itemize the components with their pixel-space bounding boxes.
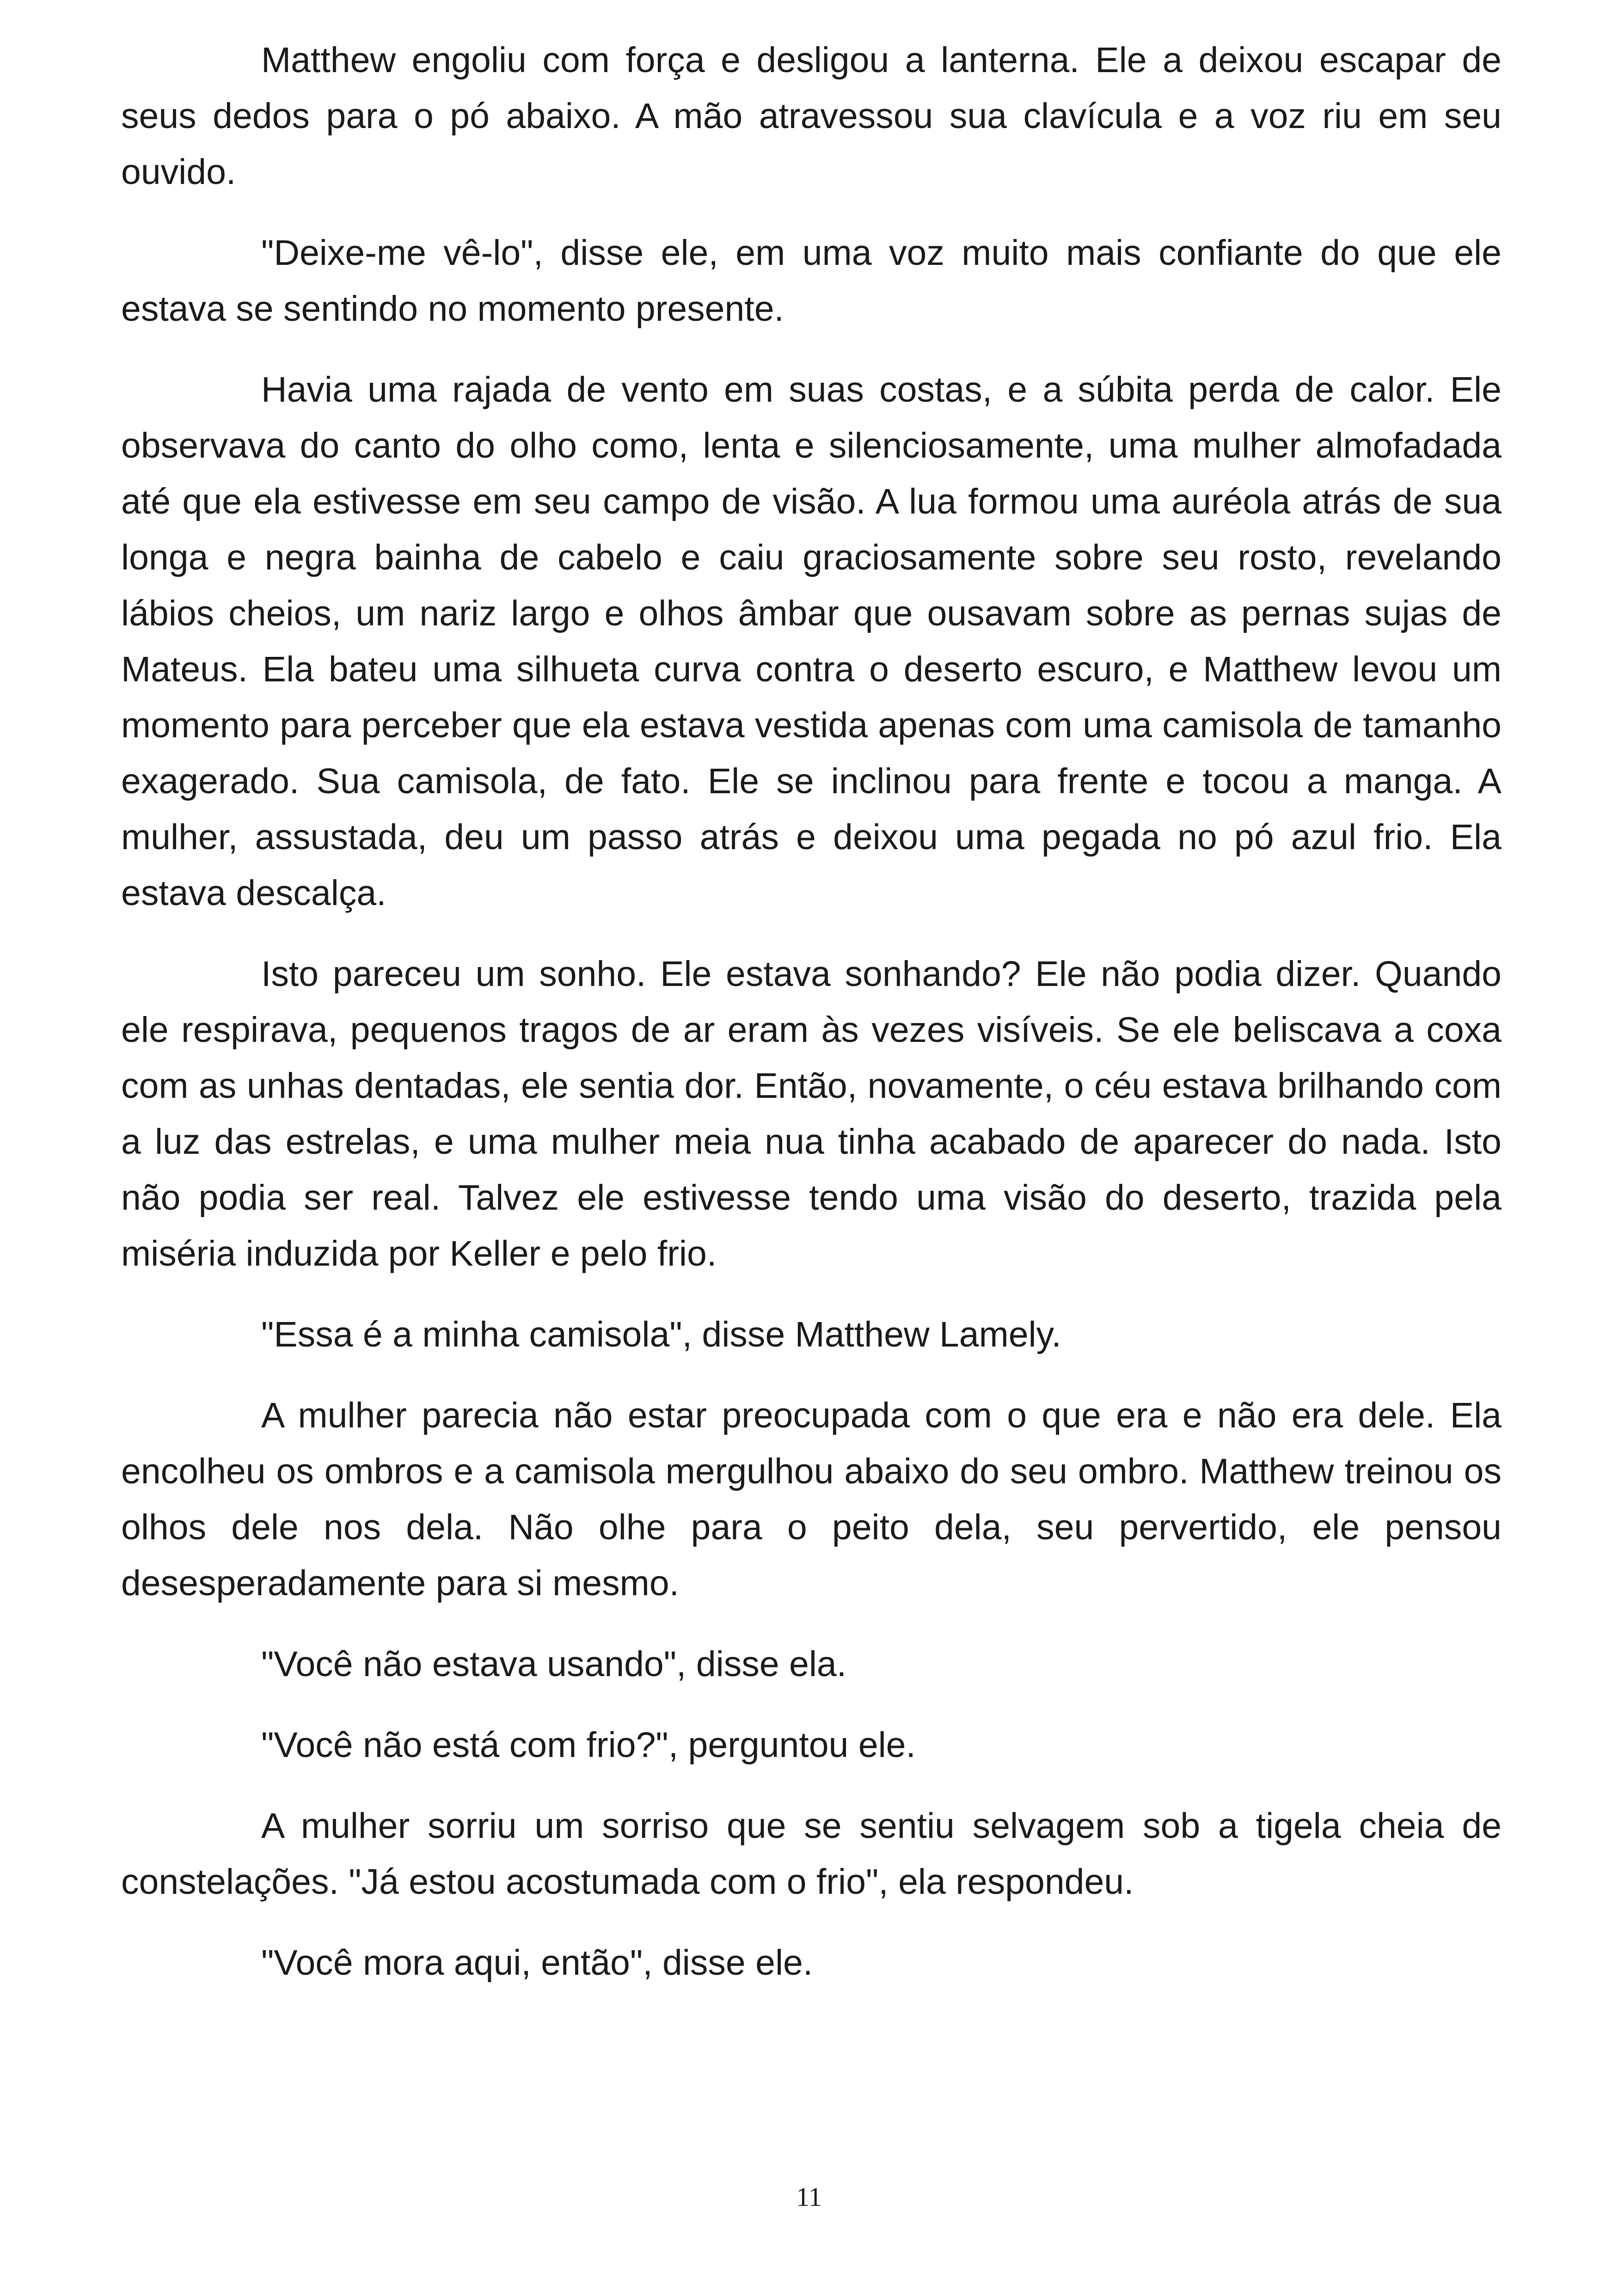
paragraph-5: "Essa é a minha camisola", disse Matthew Lamely.: [261, 1315, 1061, 1354]
paragraph-7: "Você não estava usando", disse ela.: [261, 1644, 847, 1684]
body-text: [121, 32, 1502, 2016]
page-number: 11: [796, 2182, 822, 2212]
paragraph-3: Havia uma rajada de vento em suas costas, e a súbita perda de calor. Ele observava do canto do olho como, lenta e silenciosamente, uma mulher almofadada até que ela estivesse em seu campo de visão. A lua formou uma auréola atrás de sua longa e negra bainha de cabelo e caiu graciosamente sobre seu rosto, revelando lábios cheios, um nariz largo e olhos âmbar que ousavam sobre as pernas sujas de Mateus. Ela bateu uma silhueta curva contra o deserto escuro, e Matthew levou um momento para perceber que ela estava vestida apenas com uma camisola de tamanho exagerado. Sua camisola, de fato. Ele se inclinou para frente e tocou a manga. A mulher, assustada, deu um passo atrás e deixou uma pegada no pó azul frio. Ela estava descalça.: [121, 370, 1502, 913]
paragraph-6: A mulher parecia não estar preocupada com o que era e não era dele. Ela encolheu os ombros e a camisola mergulhou abaixo do seu ombro. Matthew treinou os olhos dele nos dela. Não olhe para o peito dela, seu pervertido, ele pensou desesperadamente para si mesmo.: [121, 1396, 1502, 1603]
paragraph-9: A mulher sorriu um sorriso que se sentiu selvagem sob a tigela cheia de constelações. "Já estou acostumada com o frio", ela respondeu.: [121, 1806, 1502, 1902]
paragraph-4: Isto pareceu um sonho. Ele estava sonhando? Ele não podia dizer. Quando ele respirava, pequenos tragos de ar eram às vezes visíveis. Se ele beliscava a coxa com as unhas dentadas, ele sentia dor. Então, novamente, o céu estava brilhando com a luz das estrelas, e uma mulher meia nua tinha acabado de aparecer do nada. Isto não podia ser real. Talvez ele estivesse tendo uma visão do deserto, trazida pela miséria induzida por Keller e pelo frio.: [121, 954, 1502, 1274]
paragraph-2: "Deixe-me vê-lo", disse ele, em uma voz muito mais confiante do que ele estava se sentindo no momento presente.: [121, 233, 1502, 329]
paragraph-8: "Você não está com frio?", perguntou ele.: [261, 1725, 916, 1765]
paragraph-1: Matthew engoliu com força e desligou a lanterna. Ele a deixou escapar de seus dedos para o pó abaixo. A mão atravessou sua clavícula e a voz riu em seu ouvido.: [121, 40, 1502, 192]
paragraph-10: "Você mora aqui, então", disse ele.: [261, 1943, 813, 1983]
